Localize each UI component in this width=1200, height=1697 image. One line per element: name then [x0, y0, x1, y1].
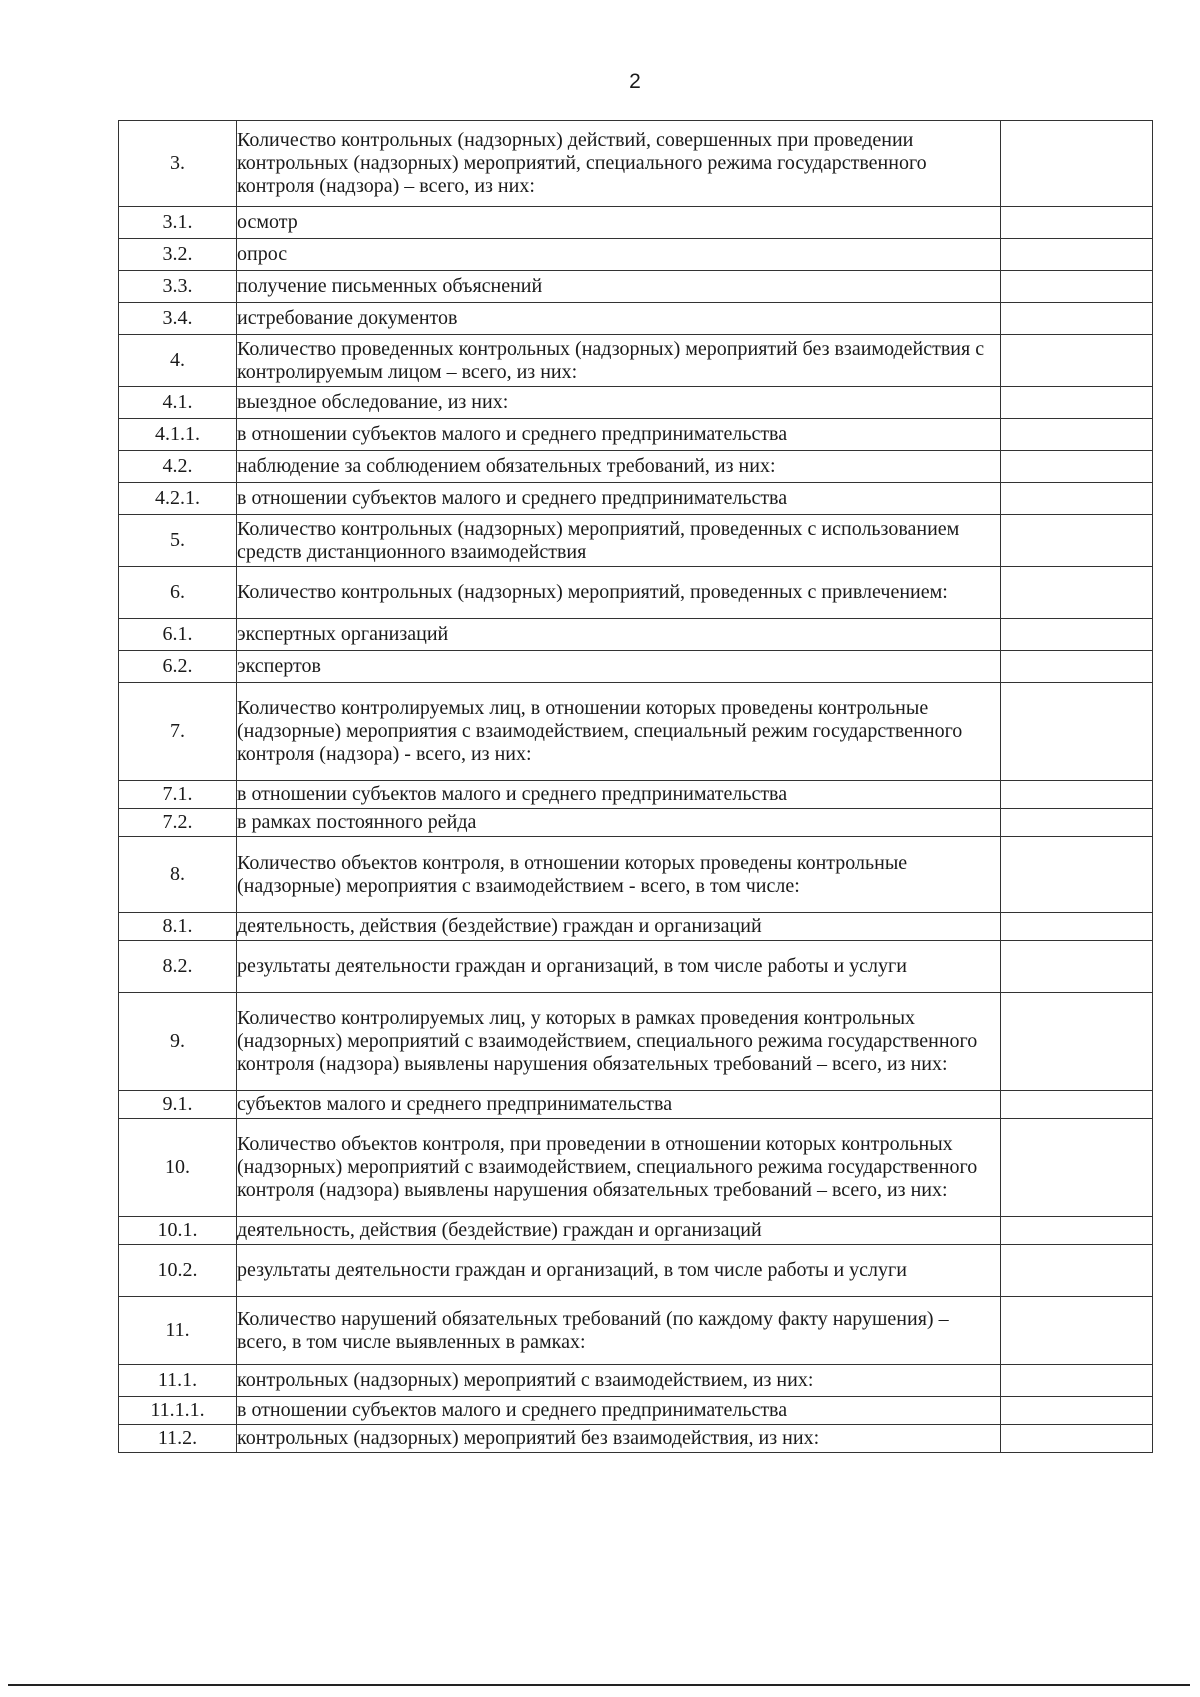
row-description: в отношении субъектов малого и среднего предпринимательства	[237, 419, 1001, 451]
row-description: контрольных (надзорных) мероприятий без взаимодействия, из них:	[237, 1425, 1001, 1453]
row-number: 3.4.	[119, 303, 237, 335]
row-description: в рамках постоянного рейда	[237, 809, 1001, 837]
row-value-cell	[1001, 303, 1153, 335]
row-number: 5.	[119, 515, 237, 567]
row-number: 6.	[119, 567, 237, 619]
row-value-cell	[1001, 1245, 1153, 1297]
row-value-cell	[1001, 483, 1153, 515]
table-row	[119, 1217, 1153, 1245]
row-value-cell	[1001, 683, 1153, 781]
report-table-body	[119, 121, 1153, 1453]
row-description: экспертов	[237, 651, 1001, 683]
row-description: осмотр	[237, 207, 1001, 239]
row-number: 11.	[119, 1297, 237, 1365]
row-number: 11.1.1.	[119, 1397, 237, 1425]
table-row	[119, 941, 1153, 993]
row-number: 9.	[119, 993, 237, 1091]
row-description: субъектов малого и среднего предпринимательства	[237, 1091, 1001, 1119]
table-row	[119, 239, 1153, 271]
row-number: 9.1.	[119, 1091, 237, 1119]
row-value-cell	[1001, 387, 1153, 419]
row-number: 3.1.	[119, 207, 237, 239]
row-value-cell	[1001, 1425, 1153, 1453]
row-value-cell	[1001, 619, 1153, 651]
row-description: в отношении субъектов малого и среднего предпринимательства	[237, 781, 1001, 809]
row-value-cell	[1001, 1119, 1153, 1217]
table-row	[119, 483, 1153, 515]
row-value-cell	[1001, 1217, 1153, 1245]
row-description: получение письменных объяснений	[237, 271, 1001, 303]
table-row	[119, 515, 1153, 567]
row-description: Количество контрольных (надзорных) действий, совершенных при проведении контрольных (надзорных) мероприятий, специального режима государственного контроля (надзора) – всего, из них:	[237, 121, 1001, 207]
row-number: 4.1.1.	[119, 419, 237, 451]
table-row	[119, 619, 1153, 651]
row-number: 4.1.	[119, 387, 237, 419]
table-row	[119, 683, 1153, 781]
row-number: 4.	[119, 335, 237, 387]
table-row	[119, 335, 1153, 387]
row-description: наблюдение за соблюдением обязательных требований, из них:	[237, 451, 1001, 483]
row-number: 3.3.	[119, 271, 237, 303]
table-row	[119, 567, 1153, 619]
table-row	[119, 1397, 1153, 1425]
table-row	[119, 1245, 1153, 1297]
table-row	[119, 651, 1153, 683]
row-description: в отношении субъектов малого и среднего предпринимательства	[237, 483, 1001, 515]
row-description: контрольных (надзорных) мероприятий с взаимодействием, из них:	[237, 1365, 1001, 1397]
row-number: 6.2.	[119, 651, 237, 683]
row-description: Количество проведенных контрольных (надзорных) мероприятий без взаимодействия с контролируемым лицом – всего, из них:	[237, 335, 1001, 387]
row-value-cell	[1001, 515, 1153, 567]
row-value-cell	[1001, 451, 1153, 483]
report-table	[118, 120, 1153, 1453]
row-description: Количество объектов контроля, при проведении в отношении которых контрольных (надзорных) мероприятий с взаимодействием, специального режима государственного контроля (надзора) выявлены нарушения обязательных требований – всего, из них:	[237, 1119, 1001, 1217]
bottom-rule	[8, 1684, 1190, 1686]
row-description: Количество объектов контроля, в отношении которых проведены контрольные (надзорные) мероприятия с взаимодействием - всего, в том числе:	[237, 837, 1001, 913]
row-number: 11.2.	[119, 1425, 237, 1453]
table-row	[119, 913, 1153, 941]
table-row	[119, 207, 1153, 239]
table-row	[119, 781, 1153, 809]
row-value-cell	[1001, 837, 1153, 913]
row-description: деятельность, действия (бездействие) граждан и организаций	[237, 913, 1001, 941]
row-number: 11.1.	[119, 1365, 237, 1397]
row-description: истребование документов	[237, 303, 1001, 335]
page-number: 2	[629, 70, 641, 93]
row-description: в отношении субъектов малого и среднего предпринимательства	[237, 1397, 1001, 1425]
row-number: 10.1.	[119, 1217, 237, 1245]
row-description: Количество нарушений обязательных требований (по каждому факту нарушения) – всего, в том числе выявленных в рамках:	[237, 1297, 1001, 1365]
table-row	[119, 1119, 1153, 1217]
row-value-cell	[1001, 651, 1153, 683]
row-value-cell	[1001, 239, 1153, 271]
row-value-cell	[1001, 335, 1153, 387]
row-number: 8.1.	[119, 913, 237, 941]
row-number: 10.	[119, 1119, 237, 1217]
table-row	[119, 993, 1153, 1091]
row-number: 7.1.	[119, 781, 237, 809]
row-value-cell	[1001, 941, 1153, 993]
row-value-cell	[1001, 809, 1153, 837]
row-value-cell	[1001, 1091, 1153, 1119]
table-row	[119, 1425, 1153, 1453]
table-row	[119, 1365, 1153, 1397]
row-number: 4.2.1.	[119, 483, 237, 515]
row-number: 8.	[119, 837, 237, 913]
table-row	[119, 1091, 1153, 1119]
row-description: Количество контрольных (надзорных) мероприятий, проведенных с привлечением:	[237, 567, 1001, 619]
table-row	[119, 837, 1153, 913]
table-row	[119, 451, 1153, 483]
row-number: 8.2.	[119, 941, 237, 993]
row-value-cell	[1001, 1365, 1153, 1397]
row-description: Количество контролируемых лиц, в отношении которых проведены контрольные (надзорные) мероприятия с взаимодействием, специальный режим государственного контроля (надзора) - всего, из них:	[237, 683, 1001, 781]
row-value-cell	[1001, 781, 1153, 809]
row-number: 7.	[119, 683, 237, 781]
row-value-cell	[1001, 993, 1153, 1091]
row-description: опрос	[237, 239, 1001, 271]
row-description: экспертных организаций	[237, 619, 1001, 651]
row-number: 3.	[119, 121, 237, 207]
table-row	[119, 121, 1153, 207]
row-value-cell	[1001, 1397, 1153, 1425]
row-value-cell	[1001, 207, 1153, 239]
row-number: 7.2.	[119, 809, 237, 837]
row-value-cell	[1001, 1297, 1153, 1365]
row-number: 10.2.	[119, 1245, 237, 1297]
table-row	[119, 419, 1153, 451]
row-value-cell	[1001, 121, 1153, 207]
row-number: 3.2.	[119, 239, 237, 271]
table-row	[119, 1297, 1153, 1365]
row-value-cell	[1001, 567, 1153, 619]
table-row	[119, 271, 1153, 303]
row-value-cell	[1001, 913, 1153, 941]
table-row	[119, 387, 1153, 419]
row-value-cell	[1001, 271, 1153, 303]
row-description: деятельность, действия (бездействие) граждан и организаций	[237, 1217, 1001, 1245]
row-number: 6.1.	[119, 619, 237, 651]
table-row	[119, 303, 1153, 335]
row-number: 4.2.	[119, 451, 237, 483]
row-description: результаты деятельности граждан и организаций, в том числе работы и услуги	[237, 941, 1001, 993]
row-value-cell	[1001, 419, 1153, 451]
row-description: Количество контролируемых лиц, у которых в рамках проведения контрольных (надзорных) мероприятий с взаимодействием, специального режима государственного контроля (надзора) выявлены нарушения обязательных требований – всего, из них:	[237, 993, 1001, 1091]
row-description: выездное обследование, из них:	[237, 387, 1001, 419]
table-row	[119, 809, 1153, 837]
row-description: результаты деятельности граждан и организаций, в том числе работы и услуги	[237, 1245, 1001, 1297]
row-description: Количество контрольных (надзорных) мероприятий, проведенных с использованием средств дистанционного взаимодействия	[237, 515, 1001, 567]
